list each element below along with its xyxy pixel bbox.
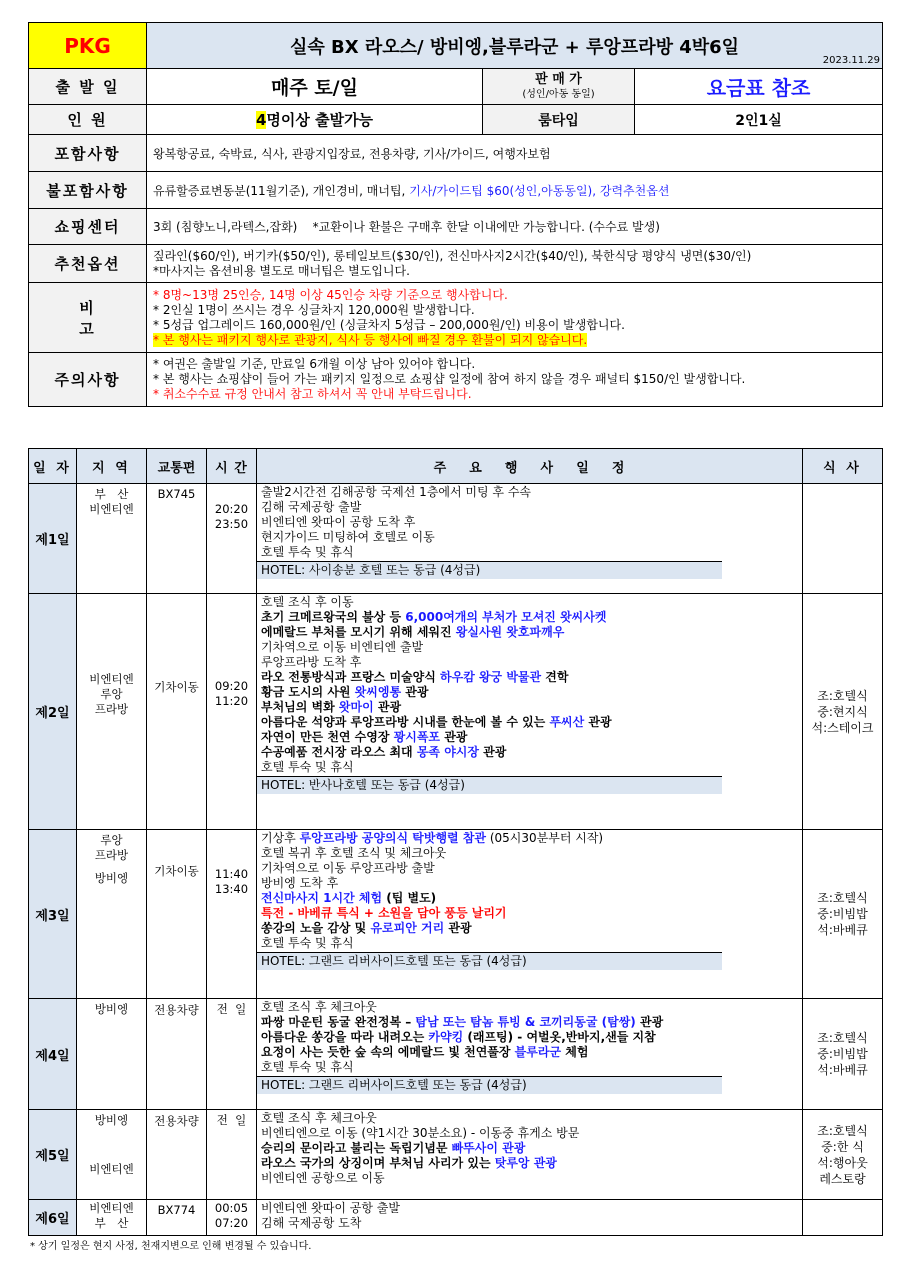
caution-line: * 여권은 출발일 기준, 만료일 6개월 이상 남아 있어야 합니다. (153, 357, 476, 371)
time-value: 20:20 (214, 502, 249, 516)
header-time: 시 간 (207, 449, 257, 484)
note-line: * 2인실 1명이 쓰시는 경우 싱글차지 120,000원 발생합니다. (153, 302, 475, 317)
meal-breakfast: 조:호텔식 (817, 1123, 868, 1138)
activity-line: 현지가이드 미팅하여 호텔로 이동 (261, 530, 435, 544)
meal-lunch: 중:한 식 (821, 1139, 864, 1154)
activity-line: 기차역으로 이동 비엔티엔 출발 (261, 640, 424, 654)
title-cell (147, 23, 883, 69)
activity-line: 호텔 투숙 및 휴식 (261, 545, 354, 559)
meal-dinner: 석:행아웃 (817, 1155, 868, 1170)
header-transport: 교통편 (147, 449, 207, 484)
meal-dinner: 석:바베큐 (817, 1063, 868, 1077)
meal-cell (803, 999, 883, 1110)
activity-line: 출발2시간전 김해공항 국제선 1층에서 미팅 후 수속 (261, 485, 531, 499)
info-table (28, 22, 883, 407)
meal-lunch: 중:현지식 (817, 704, 868, 719)
activity-line: 비엔티엔으로 이동 (약1시간 30분소요) - 이동중 휴게소 방문 (261, 1126, 580, 1140)
note-line: * 5성급 업그레이드 160,000원/인 (싱글차지 5성급 – 200,000원/인) 비용이 발생합니다. (153, 317, 625, 332)
transport: 전용차량 (147, 1110, 207, 1200)
option-line: 짚라인($60/인), 버기카($50/인), 롱테일보트($30/인), 전신마사지2시간($40/인), 북한식당 평양식 냉면($30/인) (153, 248, 752, 263)
meal-lunch: 중:비빔밥 (817, 907, 868, 921)
activity-line: 비엔티엔 공항으로 이동 (261, 1171, 385, 1185)
region-name: 루앙 (100, 833, 123, 847)
activity-line: 기상후 루앙프라방 공양의식 탁밧행렬 참관 (05시30분부터 시작) (261, 831, 604, 845)
schedule-row-day6 (29, 1200, 883, 1236)
activity-line: 호텔 투숙 및 휴식 (261, 760, 354, 774)
activity-line: 쏭강의 노을 감상 및 유로피안 거리 관광 (261, 921, 472, 935)
header-region: 지 역 (77, 449, 147, 484)
activity-line: 에메랄드 부처를 모시기 위해 세워진 왕실사원 왓호파깨우 (261, 625, 565, 639)
schedule-row-day4 (29, 999, 883, 1110)
people-label: 인 원 (29, 105, 147, 135)
activity-cell (257, 1200, 803, 1236)
region-cell (77, 830, 147, 999)
transport: BX774 (147, 1200, 207, 1236)
activity-line: 방비엥 도착 후 (261, 876, 339, 890)
time-value: 11:20 (214, 693, 249, 708)
time-cell (207, 484, 257, 594)
option-cell (147, 245, 883, 283)
option-note: *마사지는 옵션비용 별도로 매너팁은 별도입니다. (153, 263, 410, 278)
time-value: 전 일 (207, 1110, 257, 1200)
schedule-row-day1 (29, 484, 883, 594)
caution-line: * 본 행사는 쇼핑샵이 들어 가는 패키지 일정으로 쇼핑샵 일정에 참여 하지 않을 경우 패널티 $150/인 발생합니다. (153, 372, 746, 386)
time-cell (207, 830, 257, 999)
activity-line: 특전 - 바베큐 특식 + 소원을 담아 풍등 날리기 (261, 906, 507, 920)
room-value: 2인1실 (635, 105, 883, 135)
people-min-number: 4 (255, 111, 267, 129)
activity-line: 호텔 조식 후 이동 (261, 595, 354, 609)
activity-line: 전신마사지 1시간 체험 (팁 별도) (261, 891, 437, 905)
day-label: 제5일 (29, 1110, 77, 1200)
meal-dinner: 석:스테이크 (811, 720, 874, 735)
note-line-highlight: * 본 행사는 패키지 행사로 관광지, 식사 등 행사에 빠질 경우 환불이 되지 않습니다. (153, 332, 588, 347)
footnote: * 상기 일정은 현지 사정, 천재지변으로 인해 변경될 수 있습니다. (30, 1241, 312, 1252)
shopping-value: 3회 (침향노니,라텍스,잡화) *교환이나 환불은 구매후 한달 이내에만 가능합니다. (수수료 발생) (147, 209, 883, 245)
package-title: 실속 BX 라오스/ 방비엥,블루라군 + 루앙프라방 4박6일 (289, 36, 740, 58)
hotel-info: HOTEL: 그랜드 리버사이드호텔 또는 동급 (4성급) (257, 1076, 722, 1094)
activity-line: 호텔 조식 후 체크아웃 (261, 1111, 377, 1125)
caution-line: * 취소수수료 규정 안내서 참고 하셔서 꼭 안내 부탁드립니다. (153, 387, 472, 401)
header-schedule: 주 요 행 사 일 정 (257, 449, 803, 484)
exclude-label: 불포함사항 (29, 172, 147, 209)
activity-cell (257, 1110, 803, 1200)
activity-line: 비엔티엔 왓따이 공항 출발 (261, 1201, 400, 1215)
activity-cell (257, 484, 803, 594)
time-value: 전 일 (207, 999, 257, 1110)
time-value: 11:40 (214, 867, 249, 881)
region-cell (77, 1110, 147, 1200)
activity-line: 호텔 복귀 후 호텔 조식 및 체크아웃 (261, 846, 447, 860)
activity-line: 라오스 국가의 상징이며 부처님 사리가 있는 탓루앙 관광 (261, 1156, 557, 1170)
region-name: 부 산 (94, 487, 129, 501)
region-cell (77, 484, 147, 594)
option-label: 추천옵션 (29, 245, 147, 283)
day-label: 제4일 (29, 999, 77, 1110)
day-label: 제3일 (29, 830, 77, 999)
activity-line: 기차역으로 이동 루앙프라방 출발 (261, 861, 435, 875)
region-cell (77, 1200, 147, 1236)
region-name: 비엔티엔 (89, 502, 134, 516)
people-cell (147, 105, 483, 135)
schedule-row-day3 (29, 830, 883, 999)
meal-cell (803, 484, 883, 594)
exclude-value: 유류할증료변동분(11월기준), 개인경비, 매너팁, (153, 183, 410, 198)
activity-line: 파쌍 마운틴 동굴 완전정복 – 탐남 또는 탐놈 튜빙 & 코끼리동굴 (탐쌍) 관광 (261, 1015, 664, 1029)
transport: 전용차량 (147, 999, 207, 1110)
schedule-table (28, 448, 883, 1236)
day-label: 제2일 (29, 594, 77, 830)
activity-line: 김해 국제공항 도착 (261, 1216, 362, 1230)
activity-line: 요정이 사는 듯한 숲 속의 에메랄드 빛 천연풀장 블루라군 체험 (261, 1045, 589, 1059)
transport-cell (147, 594, 207, 830)
activity-cell (257, 999, 803, 1110)
exclude-value-tip: 기사/가이드팁 $60(성인,아동동일), 강력추천옵션 (409, 183, 670, 198)
shopping-label: 쇼핑센터 (29, 209, 147, 245)
day-label: 제6일 (29, 1200, 77, 1236)
hotel-info: HOTEL: 그랜드 리버사이드호텔 또는 동급 (4성급) (257, 952, 722, 970)
caution-label: 주의사항 (29, 353, 147, 407)
room-label: 룸타입 (483, 105, 635, 135)
meal-dinner-cont: 레스토랑 (819, 1171, 866, 1186)
region-cell (77, 594, 147, 830)
activity-cell (257, 594, 803, 830)
meal-cell (803, 1110, 883, 1200)
include-value: 왕복항공료, 숙박료, 식사, 관광지입장료, 전용차량, 기사/가이드, 여행자보험 (147, 135, 883, 172)
region-name: 부 산 (94, 1216, 129, 1230)
region-name: 프라방 (94, 702, 129, 716)
meal-lunch: 중:비빔밥 (817, 1047, 868, 1061)
price-sub-label: (성인/아동 동일) (522, 88, 595, 100)
region-name: 프라방 (94, 848, 129, 862)
day-label: 제1일 (29, 484, 77, 594)
price-label: 판 매 가 (535, 71, 582, 87)
meal-breakfast: 조:호텔식 (817, 891, 868, 905)
note-cell (147, 283, 883, 353)
schedule-row-day5 (29, 1110, 883, 1200)
note-label: 비 고 (29, 283, 147, 353)
region-name: 방비엥 (77, 999, 147, 1110)
time-value: 00:05 (214, 1201, 249, 1215)
departure-value: 매주 토/일 (147, 69, 483, 105)
hotel-info: HOTEL: 반사나호텔 또는 동급 (4성급) (257, 776, 722, 794)
activity-line: 루앙프라방 도착 후 (261, 655, 362, 669)
time-value: 07:20 (214, 1216, 249, 1230)
meal-cell (803, 1200, 883, 1236)
transport: 기차이동 (154, 679, 199, 694)
time-value: 23:50 (214, 517, 249, 531)
activity-line: 비엔티엔 왓따이 공항 도착 후 (261, 515, 416, 529)
note-line: * 8명~13명 25인승, 14명 이상 45인승 차량 기준으로 행사합니다. (153, 287, 508, 302)
activity-line: 자연이 만든 천연 수영장 꽝시폭포 관광 (261, 730, 468, 744)
activity-line: 호텔 투숙 및 휴식 (261, 1060, 354, 1074)
region-name: 비엔티엔 (89, 672, 134, 686)
activity-cell (257, 830, 803, 999)
price-value: 요금표 참조 (635, 69, 883, 105)
region-name: 비엔티엔 (89, 1162, 134, 1176)
price-label-cell (483, 69, 635, 105)
meal-cell (803, 830, 883, 999)
meal-breakfast: 조:호텔식 (817, 688, 868, 703)
time-value: 13:40 (214, 882, 249, 896)
region-name: 방비엥 (94, 871, 129, 885)
activity-line: 초기 크메르왕국의 불상 등 6,000여개의 부처가 모셔진 왓씨사켓 (261, 610, 607, 624)
meal-cell (803, 594, 883, 830)
include-label: 포함사항 (29, 135, 147, 172)
document-date: 2023.11.29 (822, 55, 881, 66)
activity-line: 아름다운 쏭강을 따라 내려오는 카약킹 (래프팅) - 여벌옷,반바지,샌들 지참 (261, 1030, 656, 1044)
time-cell (207, 1200, 257, 1236)
activity-line: 라오 전통방식과 프랑스 미술양식 하우캄 왕궁 박물관 견학 (261, 670, 569, 684)
pkg-badge: PKG (29, 23, 147, 69)
header-day: 일 자 (29, 449, 77, 484)
activity-line: 호텔 투숙 및 휴식 (261, 936, 354, 950)
time-cell (207, 594, 257, 830)
people-value: 명이상 출발가능 (266, 111, 374, 129)
departure-label: 출 발 일 (29, 69, 147, 105)
activity-line: 수공예품 전시장 라오스 최대 몽족 야시장 관광 (261, 745, 507, 759)
activity-line: 황금 도시의 사원 왓씨엥통 관광 (261, 685, 429, 699)
header-meal: 식 사 (803, 449, 883, 484)
activity-line: 호텔 조식 후 체크아웃 (261, 1000, 377, 1014)
transport: BX745 (147, 484, 207, 594)
region-name: 방비엥 (94, 1113, 129, 1127)
transport-cell (147, 830, 207, 999)
exclude-cell (147, 172, 883, 209)
region-name: 비엔티엔 (89, 1201, 134, 1215)
schedule-row-day2 (29, 594, 883, 830)
hotel-info: HOTEL: 사이송분 호텔 또는 동급 (4성급) (257, 561, 722, 579)
time-value: 09:20 (214, 678, 249, 693)
caution-cell (147, 353, 883, 407)
meal-dinner: 석:바베큐 (817, 923, 868, 937)
transport: 기차이동 (154, 864, 199, 878)
activity-line: 승리의 문이라고 불리는 독립기념문 빠뚜사이 관광 (261, 1141, 526, 1155)
activity-line: 아름다운 석양과 루앙프라방 시내를 한눈에 볼 수 있는 푸씨산 관광 (261, 715, 612, 729)
activity-line: 부처님의 벽화 왓마이 관광 (261, 700, 402, 714)
activity-line: 김해 국제공항 출발 (261, 500, 362, 514)
meal-breakfast: 조:호텔식 (817, 1031, 868, 1045)
region-name: 루앙 (100, 687, 123, 701)
